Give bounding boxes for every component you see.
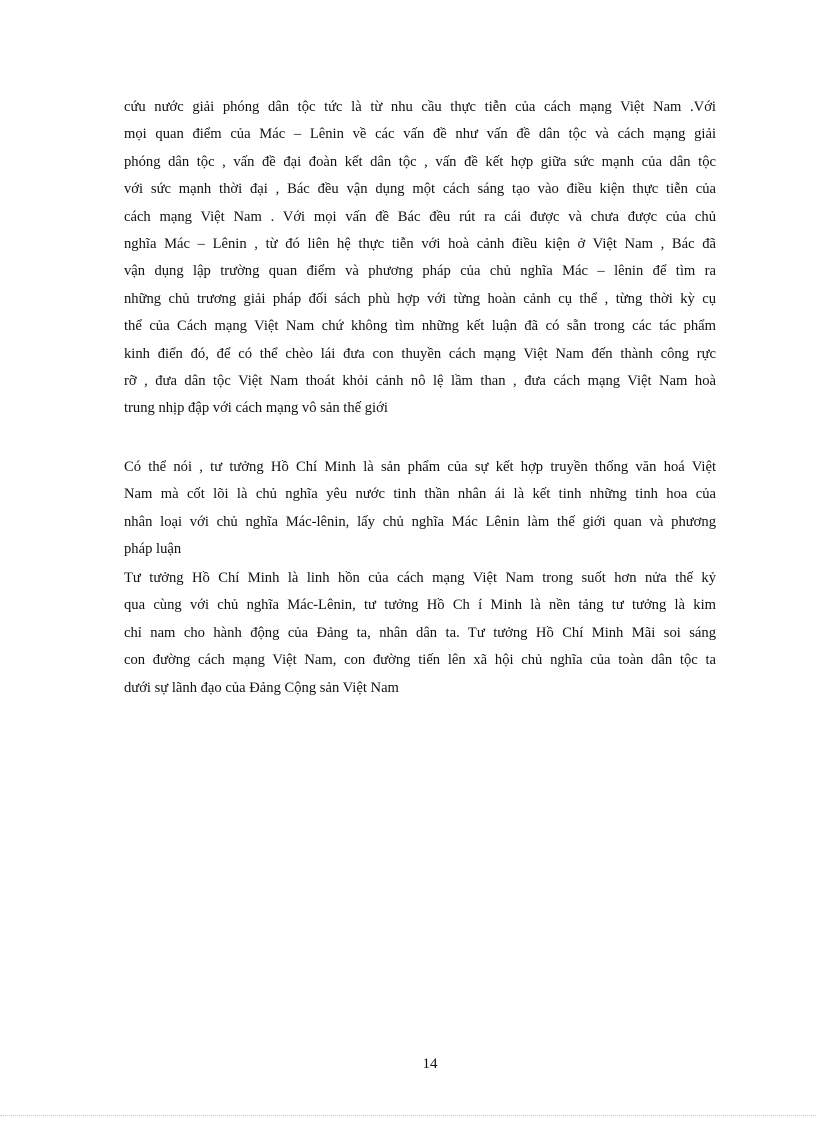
paragraph-line: cách mạng Việt Nam . Với mọi vấn đề Bác đều rút ra cái được và chưa được của chủ [124,208,716,225]
paragraph-line: Có thể nói , tư tưởng Hồ Chí Minh là sản phẩm của sự kết hợp truyền thống văn hoá Việt [124,459,716,475]
paragraph-line: phóng dân tộc , vấn đề đại đoàn kết dân tộc , vấn đề kết hợp giữa sức mạnh của dân tộc [124,153,716,170]
paragraph-line: qua cùng với chủ nghĩa Mác-Lênin, tư tưởng Hồ Ch í Minh là nền tảng tư tưởng là kim [124,597,716,614]
paragraph-2 [124,454,716,564]
paragraph-line: chỉ nam cho hành động của Đảng ta, nhân dân ta. Tư tưởng Hồ Chí Minh Mãi soi sáng [124,624,716,641]
paragraph-line: kinh điển đó, để có thể chèo lái đưa con thuyền cách mạng Việt Nam đến thành công rực [124,345,716,362]
paragraph-1 [124,94,716,423]
paragraph-line: nhân loại với chủ nghĩa Mác-lênin, lấy chủ nghĩa Mác Lênin làm thế giới quan và phương [124,513,716,530]
paragraph-line: con đường cách mạng Việt Nam, con đường tiến lên xã hội chủ nghĩa của toàn dân tộc ta [124,652,716,669]
paragraph-line: nghĩa Mác – Lênin , từ đó liên hệ thực tiễn với hoà cảnh điều kiện ở Việt Nam , Bác đã [124,236,716,253]
page-bottom-divider [0,1115,816,1116]
page-number: 14 [422,1056,438,1072]
paragraph-line: dưới sự lãnh đạo của Đảng Cộng sản Việt Nam [124,679,399,696]
paragraph-3 [124,565,716,702]
paragraph-line: cứu nước giải phóng dân tộc tức là từ nhu cầu thực tiễn của cách mạng Việt Nam .Với [124,99,716,115]
paragraph-line: pháp luận [124,541,182,558]
paragraph-line: thể của Cách mạng Việt Nam chứ không tìm những kết luận đã có sẵn trong các tác phẩm [124,318,716,335]
paragraph-line: rỡ , đưa dân tộc Việt Nam thoát khỏi cảnh nô lệ lầm than , đưa cách mạng Việt Nam hoà [124,373,716,390]
paragraph-line: Tư tưởng Hồ Chí Minh là linh hồn của cách mạng Việt Nam trong suốt hơn nửa thế kỷ [124,570,716,586]
paragraph-line: những chủ trương giải pháp đối sách phù hợp với từng hoàn cảnh cụ thể , từng thời kỳ cụ [124,290,716,307]
paragraph-line: mọi quan điểm của Mác – Lênin về các vấn đề như vấn đề dân tộc và cách mạng giải [124,126,716,143]
paragraph-line: trung nhịp đập với cách mạng vô sản thế giới [124,400,388,417]
paragraph-line: vận dụng lập trường quan điểm và phương pháp của chủ nghĩa Mác – lênin để tìm ra [124,263,716,280]
paragraph-line: với sức mạnh thời đại , Bác đều vận dụng một cách sáng tạo vào điều kiện thực tiễn của [124,181,716,198]
paragraph-line: Nam mà cốt lõi là chủ nghĩa yêu nước tinh thần nhân ái là kết tinh những tinh hoa của [124,486,716,503]
